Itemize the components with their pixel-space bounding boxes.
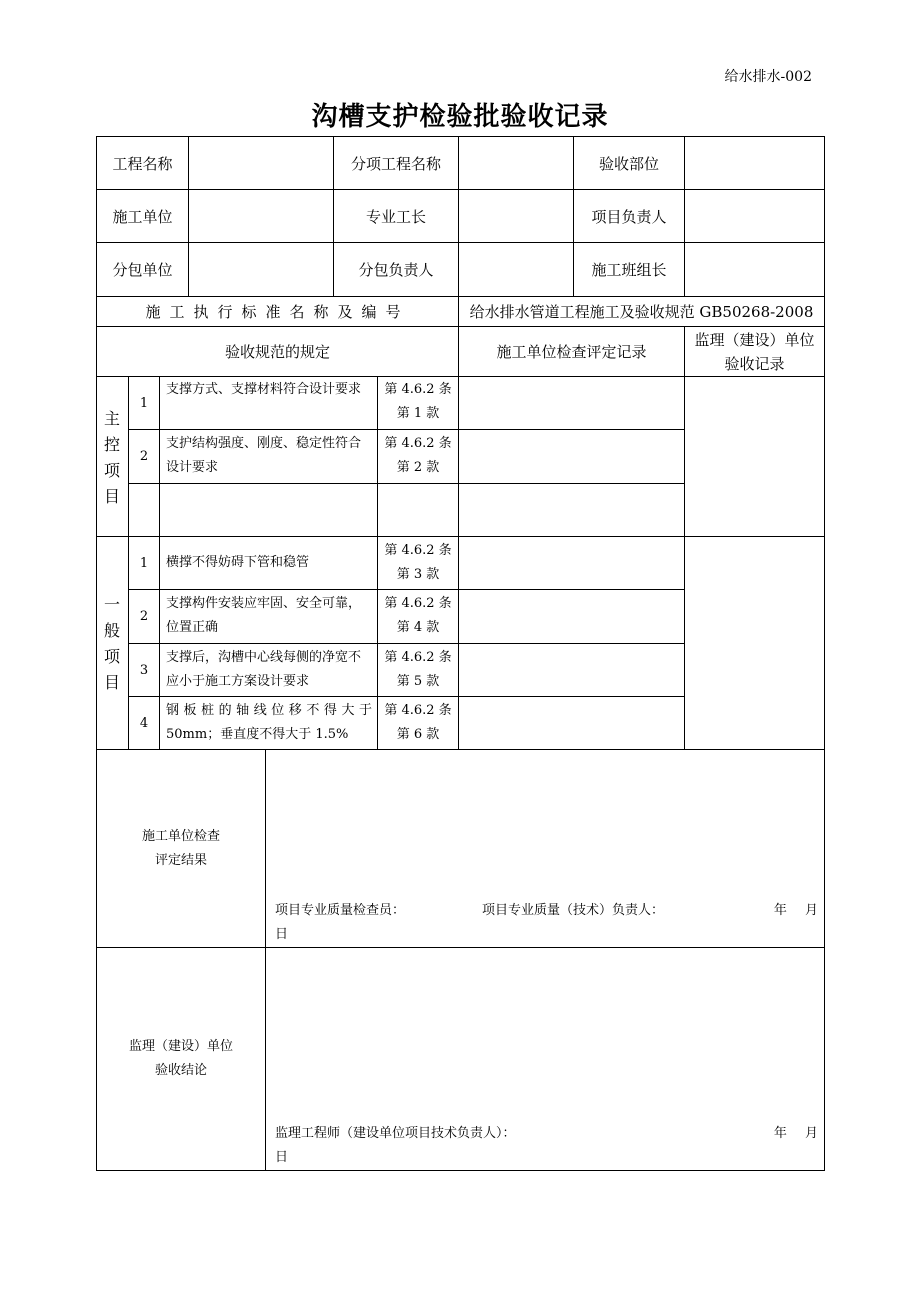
construction-result-label: [97, 750, 265, 947]
main-control-label: 主控项目: [104, 409, 121, 506]
standard-value: 给水排水管道工程施工及验收规范 GB50268-2008: [469, 303, 814, 321]
project-name-label: 工程名称: [112, 154, 173, 173]
subcontract-unit-label: 分包单位: [112, 261, 173, 279]
sub-project-name-label: 分项工程名称: [350, 154, 441, 173]
team-leader-field[interactable]: [685, 243, 824, 296]
general-item-1-clause-line2: 第 3 款: [396, 567, 440, 582]
main-item-1-check[interactable]: [459, 377, 684, 429]
general-item-3-clause-line2: 第 5 款: [396, 674, 440, 689]
subcontract-manager-field[interactable]: [459, 243, 573, 296]
project-name-field[interactable]: [189, 137, 333, 189]
subcontract-unit-field[interactable]: [189, 243, 333, 296]
general-item-4-clause-line1: 第 4.6.2 条: [384, 703, 452, 718]
supervisor-result-line2: 验收结论: [154, 1063, 207, 1078]
general-label: 一般项目: [104, 595, 121, 692]
supervisor-year-month: 年 月: [773, 1126, 818, 1141]
supervisor-header-line2: 验收记录: [724, 354, 785, 373]
general-item-3-clause: [378, 646, 458, 694]
main-control-supervisor[interactable]: [685, 377, 824, 536]
tech-manager-label: 项目专业质量（技术）负责人：: [482, 903, 665, 918]
construction-result-line1: 施工单位检查: [141, 828, 220, 844]
main-item-2-text: 支护结构强度、刚度、稳定性符合设计要求: [166, 436, 362, 475]
construction-day: 日: [275, 927, 289, 942]
main-item-2-no: 2: [139, 449, 149, 464]
supervisor-day: 日: [275, 1150, 289, 1165]
supervisor-result-label: [97, 948, 265, 1170]
general-item-2-clause-line2: 第 4 款: [396, 620, 440, 635]
main-item-1-no: 1: [139, 395, 149, 411]
document-number: 给水排水-002: [724, 69, 812, 85]
main-item-1-text: 支撑方式、支撑材料符合设计要求: [166, 382, 362, 397]
foreman-label: 专业工长: [365, 207, 426, 226]
main-item-2-check[interactable]: [459, 430, 684, 483]
general-supervisor[interactable]: [685, 537, 824, 749]
main-item-2-clause-line1: 第 4.6.2 条: [384, 436, 452, 451]
acceptance-part-field[interactable]: [685, 137, 824, 189]
general-item-4-clause-line2: 第 6 款: [396, 727, 440, 742]
general-item-1-text: 横撑不得妨碍下管和稳管: [166, 555, 310, 570]
general-item-1-clause-line1: 第 4.6.2 条: [384, 543, 452, 558]
standard-label: 施工执行标准名称及编号: [145, 303, 410, 321]
general-item-3-clause-line1: 第 4.6.2 条: [384, 650, 452, 665]
general-item-1-clause: [378, 539, 458, 587]
general-item-3-text: 支撑后，沟槽中心线每侧的净宽不应小于施工方案设计要求: [166, 650, 362, 689]
construction-unit-label: 施工单位: [112, 207, 173, 226]
main-item-2-clause-line2: 第 2 款: [396, 460, 440, 475]
general-item-2-clause-line1: 第 4.6.2 条: [384, 596, 452, 611]
general-item-4-text: 钢板桩的轴线位移不得大于 50mm；垂直度不得大于 1.5%: [166, 703, 372, 742]
team-leader-label: 施工班组长: [591, 261, 667, 279]
general-check-area[interactable]: [459, 537, 684, 749]
construction-check-header: 施工单位检查评定记录: [496, 343, 647, 361]
main-item-2-clause: [378, 432, 458, 480]
sub-project-name-field[interactable]: [459, 137, 573, 189]
general-item-3-no: 3: [139, 662, 149, 678]
spec-column-header: 验收规范的规定: [224, 343, 330, 361]
general-item-1-no: 1: [139, 555, 149, 571]
general-item-2-text: 支撑构件安装应牢固、安全可靠，位置正确: [166, 596, 362, 635]
construction-unit-field[interactable]: [189, 190, 333, 242]
general-item-4-clause: [378, 699, 458, 747]
project-manager-field[interactable]: [685, 190, 824, 242]
supervisor-record-header: [685, 327, 824, 376]
main-item-1-clause-line1: 第 4.6.2 条: [384, 382, 452, 397]
project-manager-label: 项目负责人: [591, 207, 667, 226]
supervisor-header-line1: 监理（建设）单位: [694, 330, 815, 349]
supervisor-result-line1: 监理（建设）单位: [128, 1039, 233, 1054]
main-item-1-clause-line2: 第 1 款: [396, 406, 440, 421]
main-item-1-clause: [378, 378, 458, 426]
general-item-4-no: 4: [139, 715, 149, 731]
supervising-engineer-label: 监理工程师（建设单位项目技术负责人）：: [275, 1126, 516, 1141]
construction-result-line2: 评定结果: [154, 852, 207, 868]
acceptance-part-label: 验收部位: [598, 154, 659, 173]
foreman-field[interactable]: [459, 190, 573, 242]
general-item-2-clause: [378, 592, 458, 640]
page-title: 沟槽支护检验批验收记录: [311, 102, 609, 132]
general-item-2-no: 2: [139, 609, 149, 624]
subcontract-manager-label: 分包负责人: [358, 261, 434, 279]
quality-inspector-label: 项目专业质量检查员：: [275, 903, 406, 918]
construction-year-month: 年 月: [773, 903, 818, 918]
